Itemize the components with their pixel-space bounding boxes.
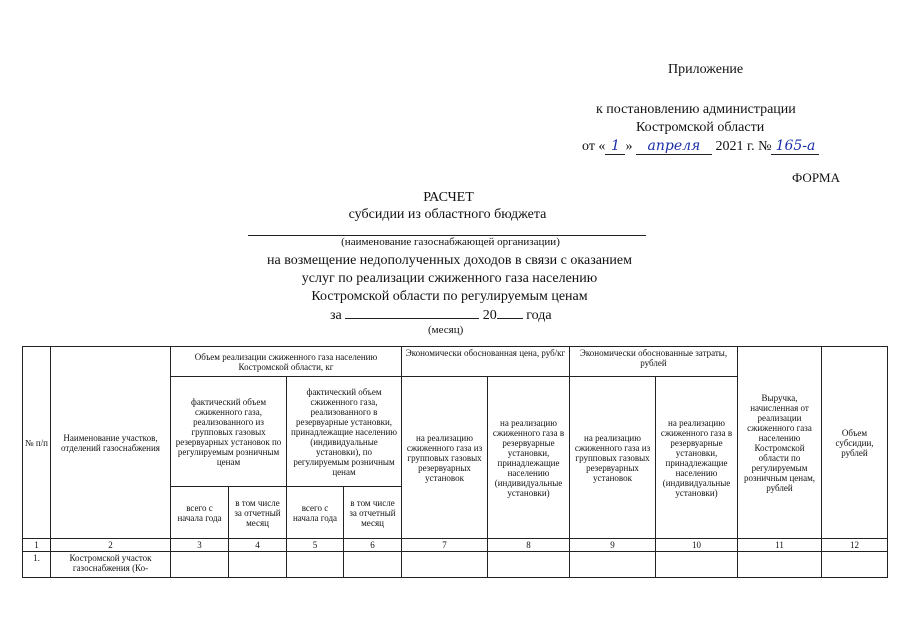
costs-indiv-header-cell: на реализацию сжиженного газа в резервуарные установки, принадлежащие населению (индивидуальные установки): [656, 377, 738, 539]
period-year-blank: [497, 306, 523, 319]
col-revenue-header: Выручка, начисленная от реализации сжиженного газа населению Костромской области по регулируемым розничным ценам, рублей: [738, 347, 822, 539]
decree-date-line: [582, 138, 819, 155]
org-caption: (наименование газоснабжающей организации): [341, 236, 560, 248]
row-1-cell-4[interactable]: [229, 552, 287, 578]
row-1-cell-7[interactable]: [402, 552, 488, 578]
row-1-cell-6[interactable]: [344, 552, 402, 578]
col-subsidy-header: Объем субсидии, рублей: [822, 347, 888, 539]
incl-month-header-6: в том числе за отчетный месяц: [344, 487, 402, 539]
date-number: 165-а: [771, 138, 819, 155]
col-number-10: 10: [656, 539, 738, 552]
form-label: ФОРМА: [792, 170, 840, 185]
price-group-header: Экономически обоснованная цена, руб/кг: [402, 347, 570, 377]
col-number-1: 1: [23, 539, 51, 552]
title-line-4: услуг по реализации сжиженного газа населению: [301, 271, 598, 286]
row-1-cell-8[interactable]: [488, 552, 570, 578]
col-number-8: 8: [488, 539, 570, 552]
col-number-12: 12: [822, 539, 888, 552]
table-row: [23, 552, 888, 578]
col-number-9: 9: [570, 539, 656, 552]
row-1-cell-11[interactable]: [738, 552, 822, 578]
decree-line-1: к постановлению администрации: [596, 102, 796, 117]
decree-line-2: Костромской области: [636, 120, 765, 135]
col-number-6: 6: [344, 539, 402, 552]
period-month-blank: [345, 306, 479, 319]
row-1-cell-9[interactable]: [570, 552, 656, 578]
row-1-name: Костромской участок газоснабжения (Ко-: [51, 552, 171, 578]
total-since-start-header-3: всего с начала года: [171, 487, 229, 539]
row-1-cell-10[interactable]: [656, 552, 738, 578]
date-year: 2021 г. №: [715, 139, 772, 154]
price-group-header-cell: на реализацию сжиженного газа из групповых газовых резервуарных установок: [402, 377, 488, 539]
sub-group-actual-header: фактический объем сжиженного газа, реализованного из групповых газовых резервуарных установок по регулируемым розничным ценам: [171, 377, 287, 487]
date-mid: »: [625, 139, 633, 154]
title-line-2: субсидии из областного бюджета: [348, 207, 547, 222]
costs-group-header-cell: на реализацию сжиженного газа из групповых газовых резервуарных установок: [570, 377, 656, 539]
column-numbers-row: [23, 539, 888, 552]
sub-indiv-actual-header: фактический объем сжиженного газа, реализованного в резервуарные установки, принадлежащие населению (индивидуальные установки), по регулируемым розничным ценам: [287, 377, 402, 487]
date-day: 1: [605, 138, 625, 155]
col-number-11: 11: [738, 539, 822, 552]
date-month: апреля: [636, 138, 712, 155]
volume-group-header: Объем реализации сжиженного газа населению Костромской области, кг: [171, 347, 402, 377]
col-number-7: 7: [402, 539, 488, 552]
period-suffix: года: [526, 308, 552, 323]
appendix-label: Приложение: [668, 62, 744, 77]
title-line-5: Костромской области по регулируемым ценам: [311, 289, 588, 304]
price-indiv-header-cell: на реализацию сжиженного газа в резервуарные установки, принадлежащие населению (индивидуальные установки): [488, 377, 570, 539]
incl-month-header-4: в том числе за отчетный месяц: [229, 487, 287, 539]
row-1-cell-12[interactable]: [822, 552, 888, 578]
total-since-start-header-5: всего с начала года: [287, 487, 344, 539]
col-number-3: 3: [171, 539, 229, 552]
title-line-1: РАСЧЕТ: [423, 190, 474, 205]
period-year: 20: [482, 308, 497, 323]
col-name-header: Наименование участков, отделений газоснабжения: [51, 347, 171, 539]
col-number-2: 2: [51, 539, 171, 552]
costs-group-header: Экономически обоснованные затраты, рублей: [570, 347, 738, 377]
title-line-3: на возмещение недополученных доходов в связи с оказанием: [266, 253, 632, 268]
subsidy-table: [22, 346, 888, 578]
period-line: [330, 306, 552, 324]
col-number-5: 5: [287, 539, 344, 552]
col-number-4: 4: [229, 539, 287, 552]
row-1-num: 1.: [23, 552, 51, 578]
col-num-header: № п/п: [23, 347, 51, 539]
period-prefix: за: [330, 308, 342, 323]
row-1-cell-5[interactable]: [287, 552, 344, 578]
month-caption: (месяц): [428, 324, 464, 336]
row-1-cell-3[interactable]: [171, 552, 229, 578]
date-prefix: от «: [582, 139, 606, 154]
